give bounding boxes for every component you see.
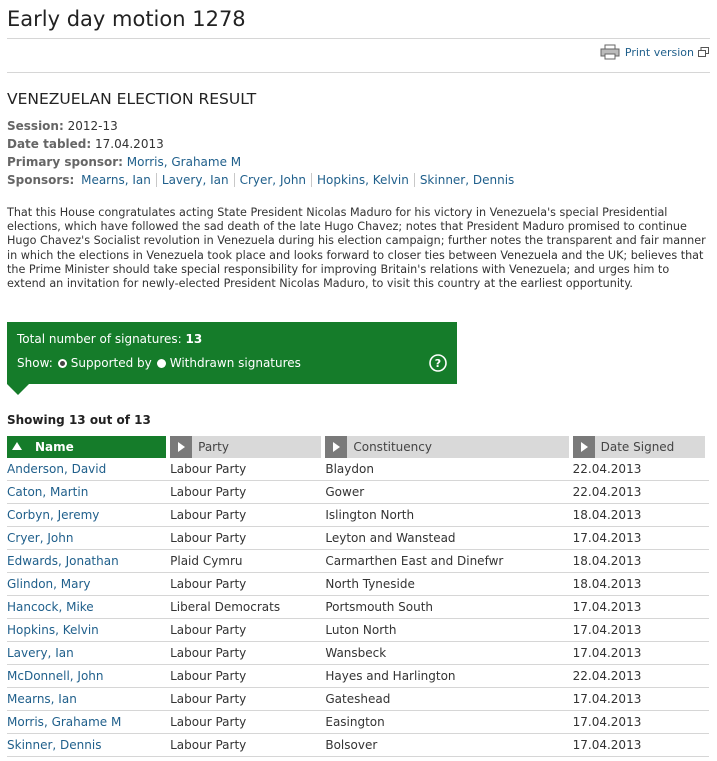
date-signed-cell <box>573 665 709 688</box>
page-title: Early day motion 1278 <box>7 7 246 31</box>
party-cell <box>170 458 325 481</box>
constituency-cell: Luton North <box>325 623 397 637</box>
party-cell: Labour Party <box>170 531 247 545</box>
party-cell: Labour Party <box>170 738 247 752</box>
motion-title: VENEZUELAN ELECTION RESULT <box>7 90 257 108</box>
session-label: Session: <box>7 119 64 133</box>
constituency-cell <box>325 596 572 619</box>
party-cell <box>170 642 325 665</box>
signatory-name-cell <box>7 458 170 481</box>
date-signed-cell <box>573 504 709 527</box>
sponsor-link[interactable]: Lavery, Ian <box>156 173 234 187</box>
party-cell: Labour Party <box>170 715 247 729</box>
column-header-name[interactable] <box>7 436 170 458</box>
date-signed-cell <box>573 596 709 619</box>
signatory-name-link[interactable]: Morris, Grahame M <box>7 715 122 729</box>
date-signed-cell: 17.04.2013 <box>572 692 642 706</box>
date-signed-cell: 17.04.2013 <box>572 715 642 729</box>
table-header-row <box>7 436 709 458</box>
sort-arrow-icon <box>573 436 595 458</box>
table-row <box>7 688 709 711</box>
constituency-cell: Wansbeck <box>325 646 387 660</box>
constituency-cell <box>325 481 572 504</box>
column-label: Constituency <box>353 440 432 454</box>
party-cell <box>170 481 325 504</box>
signatory-name-link[interactable]: Lavery, Ian <box>7 646 74 660</box>
date-signed-cell: 22.04.2013 <box>572 462 642 476</box>
sponsor-link[interactable]: Mearns, Ian <box>81 173 151 187</box>
signatory-name-link[interactable]: Cryer, John <box>7 531 74 545</box>
withdrawn-label[interactable]: Withdrawn signatures <box>169 356 301 370</box>
sponsor-list <box>78 173 519 187</box>
party-cell: Labour Party <box>170 462 247 476</box>
constituency-cell: North Tyneside <box>325 577 415 591</box>
sort-ascending-icon <box>7 436 29 458</box>
party-cell <box>170 550 325 573</box>
table-row <box>7 734 709 757</box>
total-signatures-count: 13 <box>185 332 203 346</box>
supported-by-radio[interactable] <box>58 359 67 368</box>
new-window-icon <box>698 47 709 57</box>
date-signed-cell <box>573 734 709 757</box>
primary-sponsor-label: Primary sponsor: <box>7 155 123 169</box>
date-signed-cell: 22.04.2013 <box>572 485 642 499</box>
table-row <box>7 481 709 504</box>
date-signed-cell: 17.04.2013 <box>572 646 642 660</box>
showing-count: Showing 13 out of 13 <box>7 413 151 427</box>
party-cell: Labour Party <box>170 646 247 660</box>
show-label: Show: <box>17 356 53 370</box>
party-cell <box>170 619 325 642</box>
party-cell: Labour Party <box>170 692 247 706</box>
column-label: Name <box>35 440 74 454</box>
table-row <box>7 619 709 642</box>
constituency-cell: Bolsover <box>325 738 378 752</box>
signatory-name-cell <box>7 665 170 688</box>
table-row <box>7 665 709 688</box>
sponsor-link[interactable]: Cryer, John <box>234 173 311 187</box>
date-signed-cell <box>573 619 709 642</box>
party-cell <box>170 527 325 550</box>
signatory-name-link[interactable]: Corbyn, Jeremy <box>7 508 100 522</box>
constituency-cell: Carmarthen East and Dinefwr <box>325 554 504 568</box>
withdrawn-radio[interactable] <box>157 359 166 368</box>
date-signed-cell <box>573 527 709 550</box>
date-signed-cell: 17.04.2013 <box>572 623 642 637</box>
signatory-name-cell <box>7 527 170 550</box>
constituency-cell <box>325 734 572 757</box>
date-signed-cell: 18.04.2013 <box>572 508 642 522</box>
supported-by-label[interactable]: Supported by <box>70 356 152 370</box>
constituency-cell <box>325 527 572 550</box>
table-row <box>7 504 709 527</box>
date-signed-cell <box>573 688 709 711</box>
date-signed-cell: 18.04.2013 <box>572 577 642 591</box>
signatory-name-cell <box>7 573 170 596</box>
constituency-cell: Leyton and Wanstead <box>325 531 456 545</box>
session-row <box>7 119 118 133</box>
party-cell <box>170 734 325 757</box>
party-cell: Labour Party <box>170 669 247 683</box>
print-version-link[interactable] <box>600 44 709 60</box>
svg-text:?: ? <box>434 357 442 370</box>
signatory-name-cell <box>7 734 170 757</box>
signatory-name-cell <box>7 619 170 642</box>
party-cell <box>170 596 325 619</box>
date-signed-cell <box>573 550 709 573</box>
constituency-cell <box>325 458 572 481</box>
sponsors-row <box>7 173 519 187</box>
constituency-cell: Portsmouth South <box>325 600 434 614</box>
session-value: 2012-13 <box>67 119 118 133</box>
sponsor-link[interactable]: Hopkins, Kelvin <box>311 173 414 187</box>
signatures-table <box>7 436 709 757</box>
date-signed-cell <box>573 711 709 734</box>
motion-text: That this House congratulates acting State President Nicolas Maduro for his victory in Venezuela's special Presidential elections, which have followed the sad death of the late Hugo Chavez; notes that President Maduro promised to continue Hugo Chavez's Socialist revolution in Venezuela during his election campaign; further notes the transparent and fair manner in which the elections in Venezuela took place and looks forward to closer ties between Venezuela and the UK; believes that the Prime Minister should take special responsibility for improving Britain's relations with Venezuela; and urges him to extend an invitation for newly-elected President Nicolas Maduro, to visit this country at the earliest opportunity. <box>7 206 706 291</box>
constituency-cell <box>325 711 572 734</box>
signatory-name-link[interactable]: Hancock, Mike <box>7 600 94 614</box>
constituency-cell <box>325 619 572 642</box>
party-cell <box>170 688 325 711</box>
date-tabled-label: Date tabled: <box>7 137 92 151</box>
signatory-name-cell <box>7 642 170 665</box>
date-tabled-row <box>7 137 164 151</box>
date-signed-cell: 17.04.2013 <box>572 600 642 614</box>
signatory-name-cell <box>7 550 170 573</box>
table-row <box>7 596 709 619</box>
signatory-name-link[interactable]: Hopkins, Kelvin <box>7 623 99 637</box>
column-header-constituency[interactable] <box>325 436 572 458</box>
signatory-name-cell <box>7 596 170 619</box>
date-signed-cell <box>573 573 709 596</box>
signatory-name-link[interactable]: Caton, Martin <box>7 485 89 499</box>
signatory-name-link[interactable]: Skinner, Dennis <box>7 738 102 752</box>
party-cell: Labour Party <box>170 577 247 591</box>
signatory-name-link[interactable]: Anderson, David <box>7 462 107 476</box>
signatory-name-cell <box>7 481 170 504</box>
sponsors-label: Sponsors: <box>7 173 75 187</box>
signatory-name-cell <box>7 688 170 711</box>
date-signed-cell <box>573 481 709 504</box>
show-filter <box>17 356 301 370</box>
primary-sponsor-row <box>7 155 241 169</box>
print-version-label: Print version <box>624 45 694 59</box>
party-cell <box>170 504 325 527</box>
signatory-name-link[interactable]: Mearns, Ian <box>7 692 77 706</box>
column-label: Party <box>198 440 229 454</box>
date-tabled-value: 17.04.2013 <box>95 137 164 151</box>
sponsor-link[interactable]: Skinner, Dennis <box>414 173 519 187</box>
table-row <box>7 550 709 573</box>
primary-sponsor-link[interactable]: Morris, Grahame M <box>126 155 242 169</box>
total-signatures <box>17 332 202 346</box>
date-signed-cell: 17.04.2013 <box>572 738 642 752</box>
constituency-cell <box>325 550 572 573</box>
sort-arrow-icon <box>325 436 347 458</box>
constituency-cell: Gower <box>325 485 365 499</box>
constituency-cell: Easington <box>325 715 385 729</box>
table-row <box>7 642 709 665</box>
help-icon[interactable] <box>429 354 447 372</box>
party-cell: Plaid Cymru <box>170 554 243 568</box>
constituency-cell <box>325 642 572 665</box>
table-row <box>7 573 709 596</box>
title-divider <box>7 38 710 39</box>
constituency-cell <box>325 573 572 596</box>
date-signed-cell: 18.04.2013 <box>572 554 642 568</box>
table-row <box>7 458 709 481</box>
printer-icon <box>600 44 620 60</box>
party-cell: Labour Party <box>170 508 247 522</box>
signatory-name-link[interactable]: McDonnell, John <box>7 669 104 683</box>
party-cell <box>170 665 325 688</box>
constituency-cell: Gateshead <box>325 692 391 706</box>
column-header-party[interactable] <box>170 436 325 458</box>
column-label: Date Signed <box>600 440 675 454</box>
party-cell <box>170 711 325 734</box>
constituency-cell <box>325 504 572 527</box>
date-signed-cell: 17.04.2013 <box>572 531 642 545</box>
constituency-cell <box>325 665 572 688</box>
signatory-name-link[interactable]: Edwards, Jonathan <box>7 554 119 568</box>
column-header-date-signed[interactable] <box>573 436 709 458</box>
date-signed-cell: 22.04.2013 <box>572 669 642 683</box>
table-row <box>7 527 709 550</box>
table-body <box>7 458 709 757</box>
date-signed-cell <box>573 642 709 665</box>
constituency-cell: Islington North <box>325 508 415 522</box>
table-row <box>7 711 709 734</box>
signatory-name-cell <box>7 711 170 734</box>
signatory-name-cell <box>7 504 170 527</box>
party-cell: Labour Party <box>170 623 247 637</box>
signatory-name-link[interactable]: Glindon, Mary <box>7 577 91 591</box>
signatures-panel <box>7 322 457 384</box>
constituency-cell: Blaydon <box>325 462 374 476</box>
party-cell: Liberal Democrats <box>170 600 281 614</box>
panel-pointer <box>7 384 29 395</box>
party-cell <box>170 573 325 596</box>
constituency-cell <box>325 688 572 711</box>
party-cell: Labour Party <box>170 485 247 499</box>
total-signatures-label: Total number of signatures: <box>17 332 182 346</box>
header-divider <box>7 72 710 73</box>
constituency-cell: Hayes and Harlington <box>325 669 456 683</box>
sort-arrow-icon <box>170 436 192 458</box>
date-signed-cell <box>573 458 709 481</box>
